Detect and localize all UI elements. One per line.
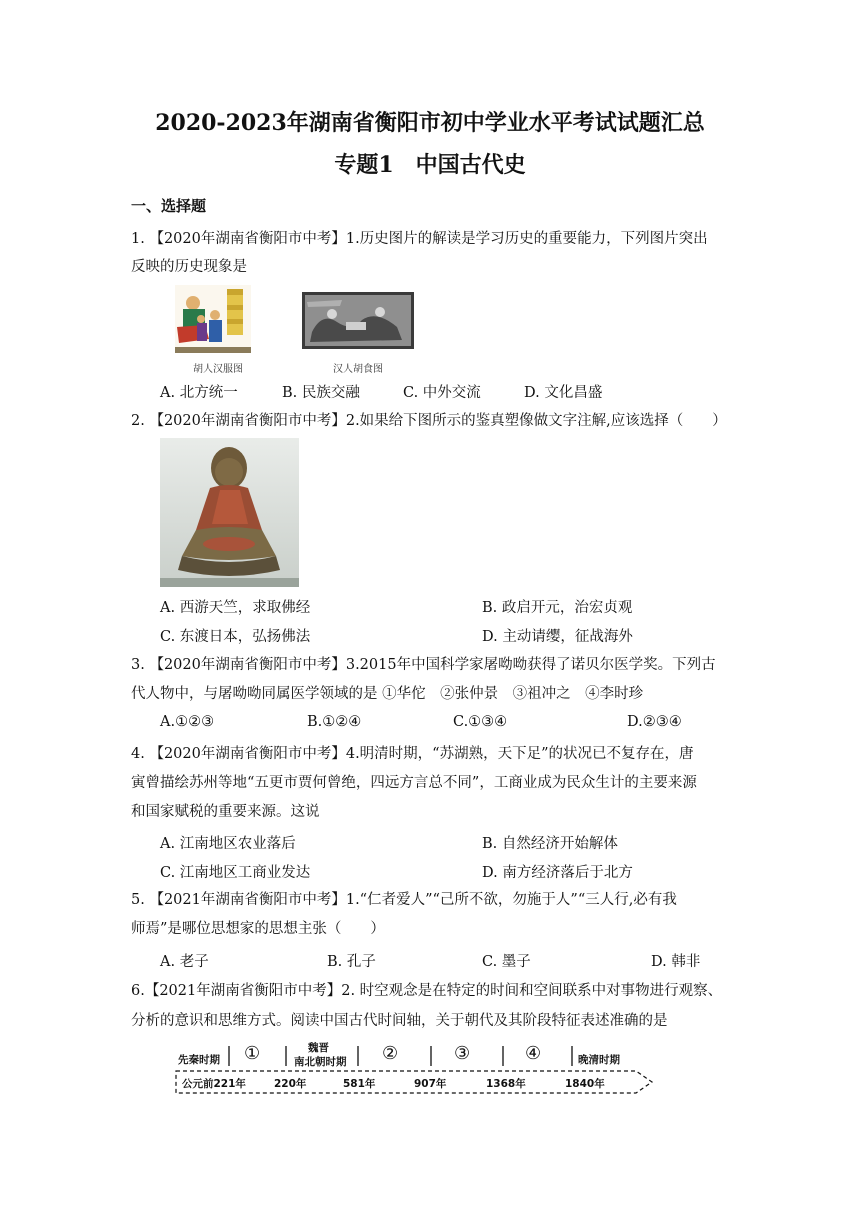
q4-option-c[interactable]: C. 江南地区工商业发达 xyxy=(160,865,311,881)
q1-option-d[interactable]: D. 文化昌盛 xyxy=(524,385,603,401)
q2-option-c[interactable]: C. 东渡日本，弘扬佛法 xyxy=(160,629,311,645)
timeline-year-4: 907年 xyxy=(414,1078,447,1090)
q4-line-2: 寅曾描绘苏州等地“五更市贾何曾绝，四远方言总不同”，工商业成为民众生计的主要来源 xyxy=(131,775,697,791)
q4-option-d[interactable]: D. 南方经济落后于北方 xyxy=(482,865,633,881)
q1-option-a[interactable]: A. 北方统一 xyxy=(160,385,238,401)
document-title: 2020-2023年湖南省衡阳市初中学业水平考试试题汇总 xyxy=(155,110,705,136)
q3-option-c[interactable]: C.①③④ xyxy=(453,714,508,730)
timeline-period-7: 晚清时期 xyxy=(578,1054,620,1066)
q1-line-2: 反映的历史现象是 xyxy=(131,259,247,275)
q4-option-b[interactable]: B. 自然经济开始解体 xyxy=(482,836,618,852)
han-people-hu-food-image xyxy=(302,292,414,349)
image-caption-1: 胡人汉服图 xyxy=(193,364,243,375)
timeline-period-2: ① xyxy=(244,1043,261,1064)
q6-line-1: 6.【2021年湖南省衡阳市中考】2. 时空观念是在特定的时间和空间联系中对事物进行观察、 xyxy=(131,983,723,999)
q3-option-d[interactable]: D.②③④ xyxy=(627,714,682,730)
q2-line-1: 2. 【2020年湖南省衡阳市中考】2.如果给下图所示的鉴真塑像做文字注解,应该选择（ ） xyxy=(131,413,727,429)
timeline-period-3a: 魏晋 xyxy=(308,1042,329,1054)
q3-line-1: 3. 【2020年湖南省衡阳市中考】3.2015年中国科学家屠呦呦获得了诺贝尔医学奖。下列古 xyxy=(131,657,716,673)
timeline-year-1: 公元前221年 xyxy=(182,1078,246,1090)
q1-option-b[interactable]: B. 民族交融 xyxy=(282,385,360,401)
q2-option-b[interactable]: B. 政启开元，治宏贞观 xyxy=(482,600,633,616)
q4-line-3: 和国家赋税的重要来源。这说 xyxy=(131,804,320,820)
q6-line-2: 分析的意识和思维方式。阅读中国古代时间轴，关于朝代及其阶段特征表述准确的是 xyxy=(131,1013,668,1029)
q5-option-c[interactable]: C. 墨子 xyxy=(482,954,531,970)
section-heading: 一、选择题 xyxy=(131,197,207,215)
q5-option-d[interactable]: D. 韩非 xyxy=(651,954,701,970)
timeline-year-2: 220年 xyxy=(274,1078,307,1090)
q5-option-a[interactable]: A. 老子 xyxy=(160,954,209,970)
q5-line-2: 师焉”是哪位思想家的思想主张（ ） xyxy=(131,921,385,937)
q5-line-1: 5. 【2021年湖南省衡阳市中考】1.“仁者爱人”“己所不欲，勿施于人”“三人行,必有我 xyxy=(131,892,677,908)
timeline-year-3: 581年 xyxy=(343,1078,376,1090)
image-caption-2: 汉人胡食图 xyxy=(333,364,383,375)
timeline-period-3b: 南北朝时期 xyxy=(294,1056,347,1068)
timeline-year-6: 1840年 xyxy=(565,1078,605,1090)
q1-line-1: 1. 【2020年湖南省衡阳市中考】1.历史图片的解读是学习历史的重要能力，下列图片突出 xyxy=(131,231,708,247)
q3-line-2: 代人物中，与屠呦呦同属医学领域的是 ①华佗 ②张仲景 ③祖冲之 ④李时珍 xyxy=(131,686,644,702)
timeline-period-1: 先秦时期 xyxy=(178,1054,220,1066)
q5-option-b[interactable]: B. 孔子 xyxy=(327,954,376,970)
timeline-year-5: 1368年 xyxy=(486,1078,526,1090)
document-subtitle: 专题1 中国古代史 xyxy=(334,152,526,178)
hu-people-han-clothes-image xyxy=(175,285,251,353)
q3-option-b[interactable]: B.①②④ xyxy=(307,714,362,730)
jianzhen-statue-image xyxy=(160,438,299,587)
q4-line-1: 4. 【2020年湖南省衡阳市中考】4.明清时期，“苏湖熟，天下足”的状况已不复存在，唐 xyxy=(131,746,694,762)
q4-option-a[interactable]: A. 江南地区农业落后 xyxy=(160,836,296,852)
q3-option-a[interactable]: A.①②③ xyxy=(160,714,215,730)
q2-option-a[interactable]: A. 西游天竺，求取佛经 xyxy=(160,600,311,616)
timeline-period-4: ② xyxy=(382,1043,399,1064)
q2-option-d[interactable]: D. 主动请缨，征战海外 xyxy=(482,629,633,645)
timeline-period-6: ④ xyxy=(525,1043,542,1064)
q1-option-c[interactable]: C. 中外交流 xyxy=(403,385,481,401)
timeline-period-5: ③ xyxy=(454,1043,471,1064)
